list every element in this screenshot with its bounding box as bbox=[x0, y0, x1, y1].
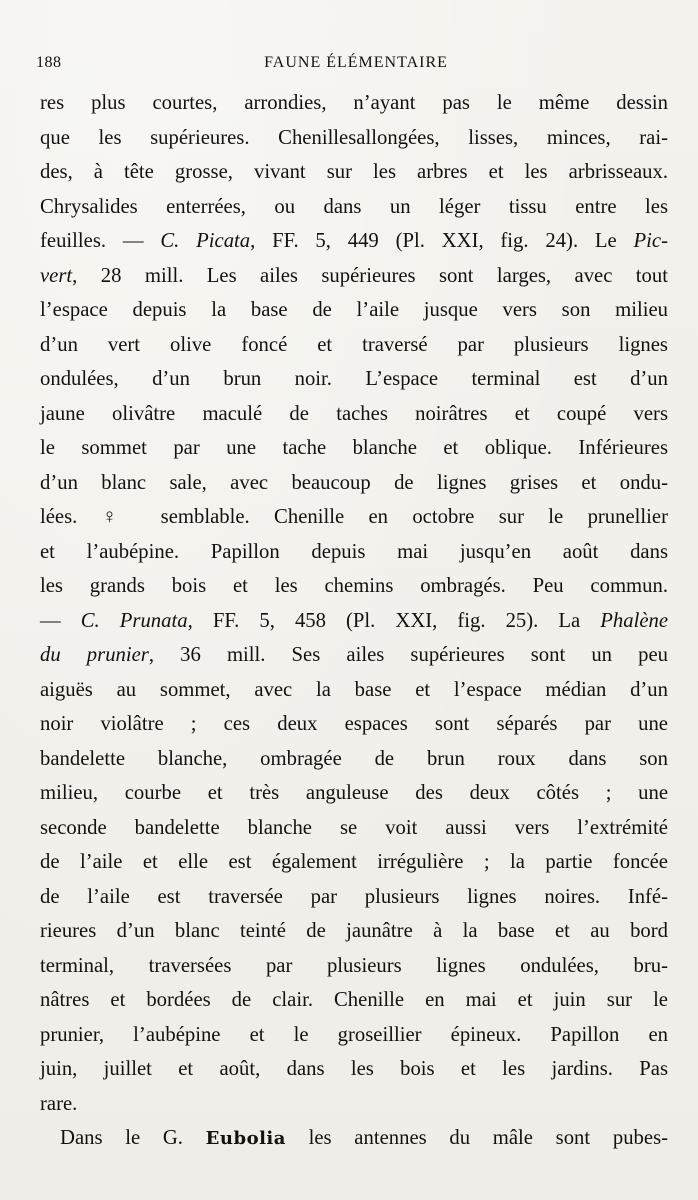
text-line: prunier, l’aubépine et le groseillier épineux. Papillon en bbox=[40, 1023, 668, 1046]
text-line: rare. bbox=[40, 1092, 78, 1115]
paragraph-start-line bbox=[40, 1121, 668, 1156]
text-line bbox=[40, 259, 668, 294]
text-line: que les supérieures. Chenillesallongées, lisses, minces, rai- bbox=[40, 126, 668, 149]
text-line: d’un vert olive foncé et traversé par plusieurs lignes bbox=[40, 333, 668, 356]
text-line: les grands bois et les chemins ombragés. Peu commun. bbox=[40, 575, 668, 597]
text-line: milieu, courbe et très anguleuse des deux côtés ; une bbox=[40, 782, 668, 804]
common-name: du prunier bbox=[40, 644, 149, 666]
text-run: , FF. 5, 449 (Pl. XXI, fig. 24). Le bbox=[250, 230, 634, 252]
text-line bbox=[40, 604, 668, 639]
text-line: aiguës au sommet, avec la base et l’espace médian d’un bbox=[40, 678, 668, 701]
common-name: Phalène bbox=[600, 609, 669, 632]
species-name: C. Picata bbox=[160, 230, 251, 252]
text-line: le sommet par une tache blanche et oblique. Inférieures bbox=[40, 437, 668, 459]
page-number: 188 bbox=[36, 54, 62, 71]
text-line: seconde bandelette blanche se voit aussi vers l’extrémité bbox=[40, 816, 668, 839]
text-line: lées. ♀ semblable. Chenille en octobre sur le prunellier bbox=[40, 506, 668, 528]
text-line: de l’aile est traversée par plusieurs lignes noires. Infé- bbox=[40, 885, 668, 908]
text-line: ondulées, d’un brun noir. L’espace terminal est d’un bbox=[40, 368, 668, 390]
text-line: res plus courtes, arrondies, n’ayant pas le même dessin bbox=[40, 92, 668, 114]
body-text bbox=[40, 86, 668, 1156]
text-line bbox=[40, 638, 668, 673]
running-head: FAUNE ÉLÉMENTAIRE bbox=[264, 54, 448, 71]
text-run: , 28 mill. Les ailes supérieures sont larges, avec tout bbox=[72, 264, 668, 287]
text-line: et l’aubépine. Papillon depuis mai jusqu’en août dans bbox=[40, 540, 668, 563]
text-line: nâtres et bordées de clair. Chenille en mai et juin sur le bbox=[40, 989, 668, 1011]
text-line: l’espace depuis la base de l’aile jusque vers son milieu bbox=[40, 299, 668, 321]
text-run: feuilles. — bbox=[40, 230, 161, 252]
text-line: jaune olivâtre maculé de taches noirâtres et coupé vers bbox=[40, 402, 668, 425]
common-name: vert bbox=[40, 264, 73, 287]
text-line: Chrysalides enterrées, ou dans un léger tissu entre les bbox=[40, 195, 668, 218]
page-header bbox=[36, 54, 676, 80]
genus-name: Eubolia bbox=[205, 1128, 286, 1149]
text-run: , FF. 5, 458 (Pl. XXI, fig. 25). La bbox=[187, 609, 601, 632]
text-run: Dans le G. bbox=[60, 1127, 206, 1149]
text-line: noir violâtre ; ces deux espaces sont séparés par une bbox=[40, 713, 668, 735]
common-name: Pic- bbox=[633, 230, 668, 252]
text-line: de l’aile et elle est également irrégulière ; la partie foncée bbox=[40, 851, 668, 873]
text-line: d’un blanc sale, avec beaucoup de lignes grises et ondu- bbox=[40, 471, 668, 494]
text-line: des, à tête grosse, vivant sur les arbres et les arbrisseaux. bbox=[40, 161, 668, 183]
text-line bbox=[40, 224, 668, 259]
text-run: — bbox=[40, 609, 81, 632]
text-run: , 36 mill. Ses ailes supérieures sont un peu bbox=[148, 644, 668, 666]
text-run: les antennes du mâle sont pubes- bbox=[285, 1127, 669, 1149]
text-line: bandelette blanche, ombragée de brun roux dans son bbox=[40, 747, 668, 770]
species-name: C. Prunata bbox=[80, 609, 188, 632]
text-line: juin, juillet et août, dans les bois et les jardins. Pas bbox=[40, 1058, 668, 1080]
text-line: terminal, traversées par plusieurs lignes ondulées, bru- bbox=[40, 954, 668, 977]
text-line: rieures d’un blanc teinté de jaunâtre à la base et au bord bbox=[40, 920, 668, 942]
